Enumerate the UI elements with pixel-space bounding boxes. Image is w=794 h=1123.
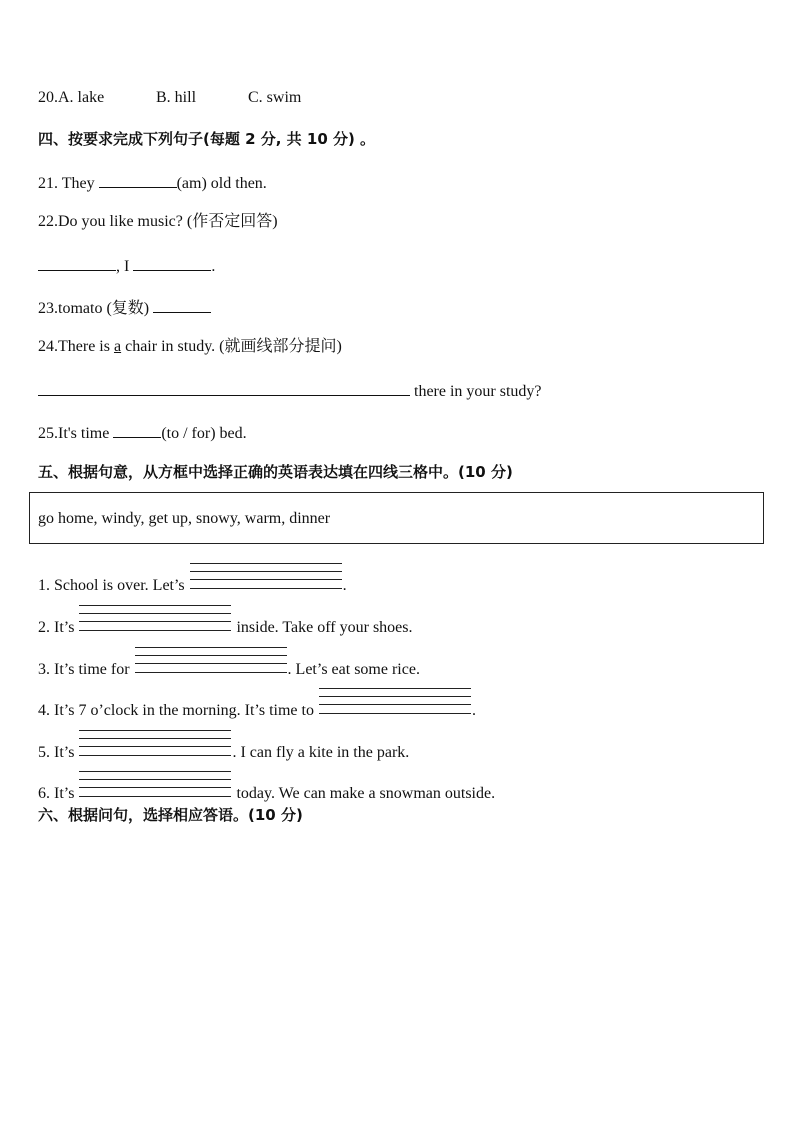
question-24-blank[interactable]: [38, 379, 410, 396]
question-24: [38, 337, 342, 357]
question-20-option-b: B. hill: [156, 89, 197, 106]
question-21-blank[interactable]: [99, 171, 177, 188]
word-box-text: go home, windy, get up, snowy, warm, dinner: [38, 510, 331, 527]
question-25-post: (to / for) bed.: [161, 425, 247, 442]
question-20: [38, 88, 301, 108]
section-5-item-5: [38, 730, 409, 763]
four-line-grid-5[interactable]: [79, 730, 231, 760]
item-4-pre: 4. It’s 7 o’clock in the morning. It’s time to: [38, 702, 318, 719]
question-21-pre: They: [58, 175, 99, 192]
four-line-grid-4[interactable]: [319, 688, 471, 718]
question-24-answer-tail: there in your study?: [410, 383, 542, 400]
question-21: [38, 171, 267, 194]
question-22-blank-2[interactable]: [133, 254, 211, 271]
four-line-grid-3[interactable]: [135, 647, 287, 677]
section-4-title: 四、按要求完成下列句子(每题 2 分, 共 10 分) 。: [38, 130, 376, 148]
section-6-title: 六、根据问句，选择相应答语。(10 分): [38, 806, 303, 824]
section-5-item-1: [38, 563, 347, 596]
question-22-answer: [38, 254, 215, 277]
question-22-mid: , I: [116, 258, 134, 275]
four-line-grid-2[interactable]: [79, 605, 231, 635]
item-6-pre: 6. It’s: [38, 785, 79, 802]
question-22-end: .: [211, 258, 216, 275]
question-22: 22.Do you like music? (作否定回答): [38, 213, 278, 230]
section-5-item-6: [38, 771, 495, 804]
question-24-underlined: a: [113, 338, 122, 355]
section-5-item-4: [38, 688, 476, 721]
four-line-grid-1[interactable]: [190, 563, 342, 593]
item-2-pre: 2. It’s: [38, 619, 79, 636]
question-25-blank[interactable]: [113, 421, 161, 438]
item-4-post: .: [471, 702, 476, 719]
item-1-post: .: [342, 577, 347, 594]
item-6-post: today. We can make a snowman outside.: [232, 785, 496, 802]
four-line-grid-6[interactable]: [79, 771, 231, 801]
question-20-option-a: A. lake: [58, 89, 105, 106]
item-2-post: inside. Take off your shoes.: [232, 619, 413, 636]
question-20-option-c: C. swim: [248, 89, 302, 106]
question-23-blank[interactable]: [153, 296, 211, 313]
question-24-post: chair in study. (就画线部分提问): [121, 338, 342, 355]
question-25: [38, 421, 247, 444]
question-21-post: (am) old then.: [176, 175, 267, 192]
section-5-item-2: [38, 605, 413, 638]
word-box: [29, 492, 764, 544]
question-20-number: 20.: [38, 89, 58, 106]
item-5-post: . I can fly a kite in the park.: [232, 744, 410, 761]
item-3-pre: 3. It’s time for: [38, 661, 134, 678]
question-22-blank-1[interactable]: [38, 254, 116, 271]
section-5-item-3: [38, 647, 420, 680]
item-3-post: . Let’s eat some rice.: [287, 661, 420, 678]
question-21-number: 21.: [38, 175, 58, 192]
section-5-title: 五、根据句意，从方框中选择正确的英语表达填在四线三格中。(10 分): [38, 463, 513, 481]
item-5-pre: 5. It’s: [38, 744, 79, 761]
question-23: [38, 296, 211, 319]
question-24-pre: 24.There is: [38, 338, 114, 355]
item-1-pre: 1. School is over. Let’s: [38, 577, 189, 594]
question-25-pre: 25.It's time: [38, 425, 114, 442]
question-24-answer: [38, 379, 542, 402]
question-23-text: 23.tomato (复数): [38, 300, 154, 317]
